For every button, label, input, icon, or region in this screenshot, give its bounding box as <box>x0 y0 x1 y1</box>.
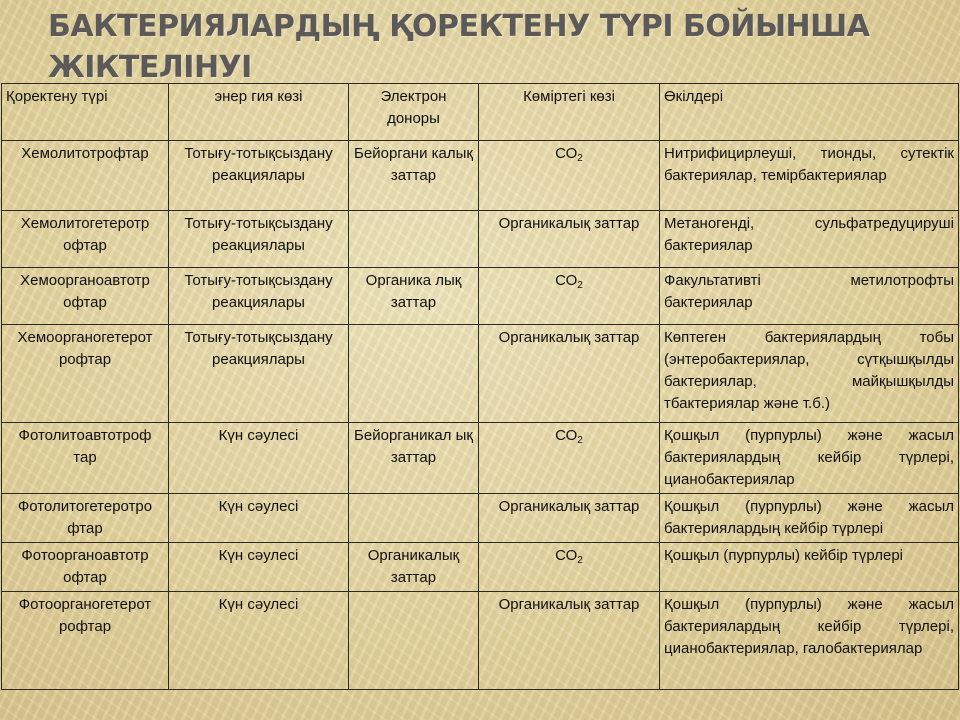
cell-nutrition-type: Фотолитоавтотроф тар <box>2 423 169 494</box>
cell-carbon-source <box>479 494 660 543</box>
cell-carbon-source <box>479 211 660 268</box>
table-header-row <box>2 84 959 141</box>
cell-energy-source: Тотығу-тотықсыздану реакциялары <box>169 268 349 325</box>
cell-electron-donor: Органика лық заттар <box>349 268 479 325</box>
cell-carbon-source <box>479 325 660 423</box>
title-line-2: ЖІКТЕЛІНУІ <box>48 50 252 85</box>
carbon-source-text: СО <box>555 272 578 289</box>
cell-carbon-source <box>479 543 660 592</box>
cell-carbon-source <box>479 141 660 211</box>
header-nutrition-type: Қоректену түрі <box>2 84 169 141</box>
carbon-source-text: Органикалық заттар <box>498 596 640 613</box>
carbon-source-text: СО <box>555 145 578 162</box>
cell-nutrition-type: Хемоорганоавтотр офтар <box>2 268 169 325</box>
carbon-source-subscript: 2 <box>577 555 583 566</box>
table-row <box>2 543 959 592</box>
table-body <box>2 141 959 690</box>
carbon-source-text: СО <box>555 427 578 444</box>
cell-electron-donor <box>349 592 479 690</box>
carbon-source-text: СО <box>555 547 578 564</box>
cell-electron-donor <box>349 494 479 543</box>
cell-representatives: Көптеген бактериялардың тобы (энтеробактериялар, сүтқышқылды бактериялар, майқышқылды тбактериялар және т.б.) <box>660 325 959 423</box>
cell-carbon-source <box>479 592 660 690</box>
cell-electron-donor: Органикалық заттар <box>349 543 479 592</box>
table-row <box>2 592 959 690</box>
cell-energy-source: Тотығу-тотықсыздану реакциялары <box>169 141 349 211</box>
carbon-source-text: Органикалық заттар <box>498 329 640 346</box>
nutrition-classification-table <box>1 83 959 690</box>
cell-electron-donor: Бейорганикал ық заттар <box>349 423 479 494</box>
table-row <box>2 211 959 268</box>
cell-representatives: Метаногенді, сульфатредуцируші бактериялар <box>660 211 959 268</box>
cell-representatives: Факультативті метилотрофты бактериялар <box>660 268 959 325</box>
cell-electron-donor <box>349 211 479 268</box>
cell-representatives: Нитрифицирлеуші, тионды, сутектік бактериялар, темірбактериялар <box>660 141 959 211</box>
cell-nutrition-type: Хемолитогетеротр офтар <box>2 211 169 268</box>
carbon-source-subscript: 2 <box>577 435 583 446</box>
cell-representatives: Қошқыл (пурпурлы) және жасыл бактериялардың кейбір түрлері <box>660 494 959 543</box>
carbon-source-subscript: 2 <box>577 280 583 291</box>
cell-nutrition-type: Фотоорганогетерот рофтар <box>2 592 169 690</box>
header-representatives: Өкілдері <box>660 84 959 141</box>
header-electron-donor: Электрон доноры <box>349 84 479 141</box>
title-line-1: БАКТЕРИЯЛАРДЫҢ ҚОРЕКТЕНУ ТҮРІ БОЙЫНША <box>48 9 870 44</box>
cell-representatives: Қошқыл (пурпурлы) және жасыл бактериялардың кейбір түрлері, цианобактериялар, галобактериялар <box>660 592 959 690</box>
cell-nutrition-type: Фотоорганоавтотр офтар <box>2 543 169 592</box>
cell-carbon-source <box>479 423 660 494</box>
table-row <box>2 325 959 423</box>
header-energy-source: энер гия көзі <box>169 84 349 141</box>
table-row <box>2 423 959 494</box>
cell-representatives: Қошқыл (пурпурлы) және жасыл бактериялардың кейбір түрлері, цианобактериялар <box>660 423 959 494</box>
cell-nutrition-type: Фотолитогетеротро фтар <box>2 494 169 543</box>
cell-representatives: Қошқыл (пурпурлы) кейбір түрлері <box>660 543 959 592</box>
slide-title <box>48 6 938 88</box>
cell-electron-donor: Бейоргани калық заттар <box>349 141 479 211</box>
cell-electron-donor <box>349 325 479 423</box>
cell-energy-source: Күн сәулесі <box>169 423 349 494</box>
table-row <box>2 268 959 325</box>
table-row <box>2 494 959 543</box>
carbon-source-subscript: 2 <box>577 153 583 164</box>
cell-nutrition-type: Хемоорганогетерот рофтар <box>2 325 169 423</box>
cell-energy-source: Күн сәулесі <box>169 543 349 592</box>
cell-energy-source: Тотығу-тотықсыздану реакциялары <box>169 211 349 268</box>
table-row <box>2 141 959 211</box>
header-carbon-source: Көміртегі көзі <box>479 84 660 141</box>
cell-nutrition-type: Хемолитотрофтар <box>2 141 169 211</box>
cell-energy-source: Күн сәулесі <box>169 592 349 690</box>
cell-energy-source: Тотығу-тотықсыздану реакциялары <box>169 325 349 423</box>
cell-energy-source: Күн сәулесі <box>169 494 349 543</box>
cell-carbon-source <box>479 268 660 325</box>
carbon-source-text: Органикалық заттар <box>498 215 640 232</box>
carbon-source-text: Органикалық заттар <box>498 498 640 515</box>
